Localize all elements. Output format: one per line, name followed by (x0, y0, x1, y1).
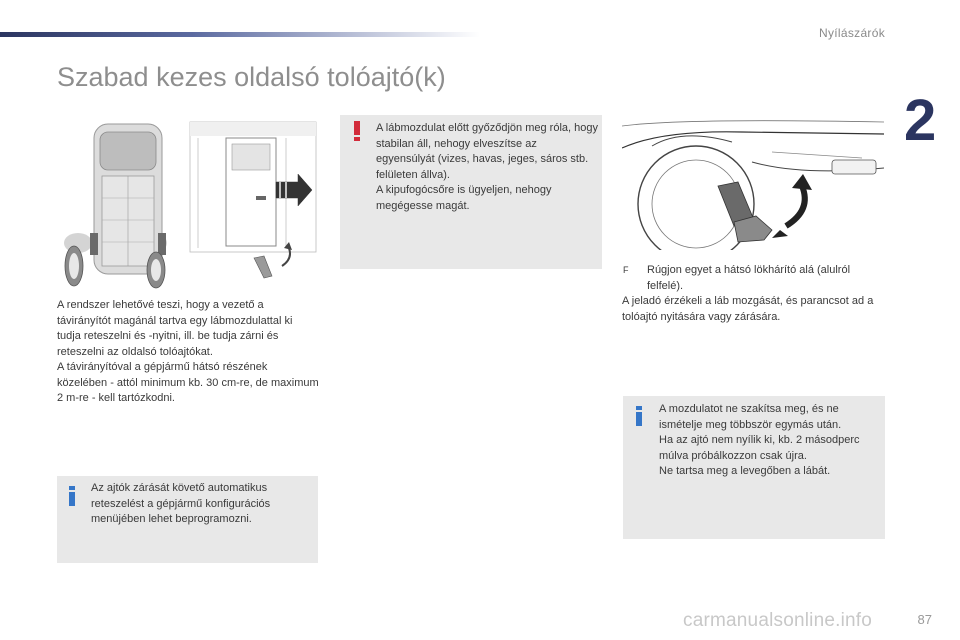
intro-text-block (57, 298, 319, 407)
repeat-paragraph-3: Ne tartsa meg a levegőben a lábát. (659, 465, 831, 477)
van-top-view (94, 124, 162, 274)
kick-instruction-block (622, 263, 884, 325)
warning-paragraph-1: A lábmozdulat előtt győződjön meg róla, hogy stabilan áll, nehogy elveszítse az egyensúlyát (vizes, havas, jeges, sáros stb. felületen állva). (376, 122, 598, 181)
info-box-auto-lock (57, 476, 318, 563)
header-gradient-bar (0, 32, 480, 37)
intro-paragraph-1: A rendszer lehetővé teszi, hogy a vezető a távirányítót magánál tartva egy lábmozdulattal ki tudja reteszelni és -nyitni, ill. be tudja zárni és reteszelni az oldalsó tolóajtókat. (57, 299, 293, 358)
page-title: Szabad kezes oldalsó tolóajtó(k) (57, 62, 446, 92)
warning-paragraph-2: A kipufogócsőre is ügyeljen, nehogy megégesse magát. (376, 184, 552, 212)
rear-bumper-kick-illustration (622, 118, 884, 250)
page-number: 87 (917, 612, 932, 627)
warning-icon (354, 121, 360, 141)
watermark: carmanualsonline.info (683, 610, 873, 631)
chapter-number: 2 (904, 88, 937, 153)
repeat-paragraph-1: A mozdulatot ne szakítsa meg, és ne ismételje meg többször egymás után. (659, 403, 842, 431)
bullet-marker: F (623, 265, 629, 275)
footprint-right-icon (147, 252, 165, 288)
info-box-auto-lock-text: Az ajtók zárását követő automatikus reteszelést a gépjármű konfigurációs menüjében lehet beprogramozni. (91, 482, 271, 525)
sensor-description-text: A jeladó érzékeli a láb mozgását, és parancsot ad a tolóajtó nyitására vagy zárására. (622, 295, 874, 323)
info-box-repeat (623, 396, 885, 539)
footprint-left-icon (65, 246, 83, 286)
info-box-repeat-text (659, 402, 881, 480)
van-top-and-side-illustration (58, 118, 318, 290)
intro-paragraph-2: A távirányítóval a gépjármű hátsó részének közelében - attól minimum kb. 30 cm-re, de maximum 2 m-re - kell tartózkodni. (57, 361, 319, 404)
info-icon (636, 406, 642, 426)
warning-text-block (376, 121, 598, 214)
section-title: Nyílászárók (819, 26, 885, 40)
kick-instruction-text: Rúgjon egyet a hátsó lökhárító alá (alulról felfelé). (647, 264, 851, 292)
info-icon (69, 486, 75, 506)
repeat-paragraph-2: Ha az ajtó nem nyílik ki, kb. 2 másodperc múlva próbálkozzon csak újra. (659, 434, 860, 462)
warning-box (340, 115, 602, 269)
